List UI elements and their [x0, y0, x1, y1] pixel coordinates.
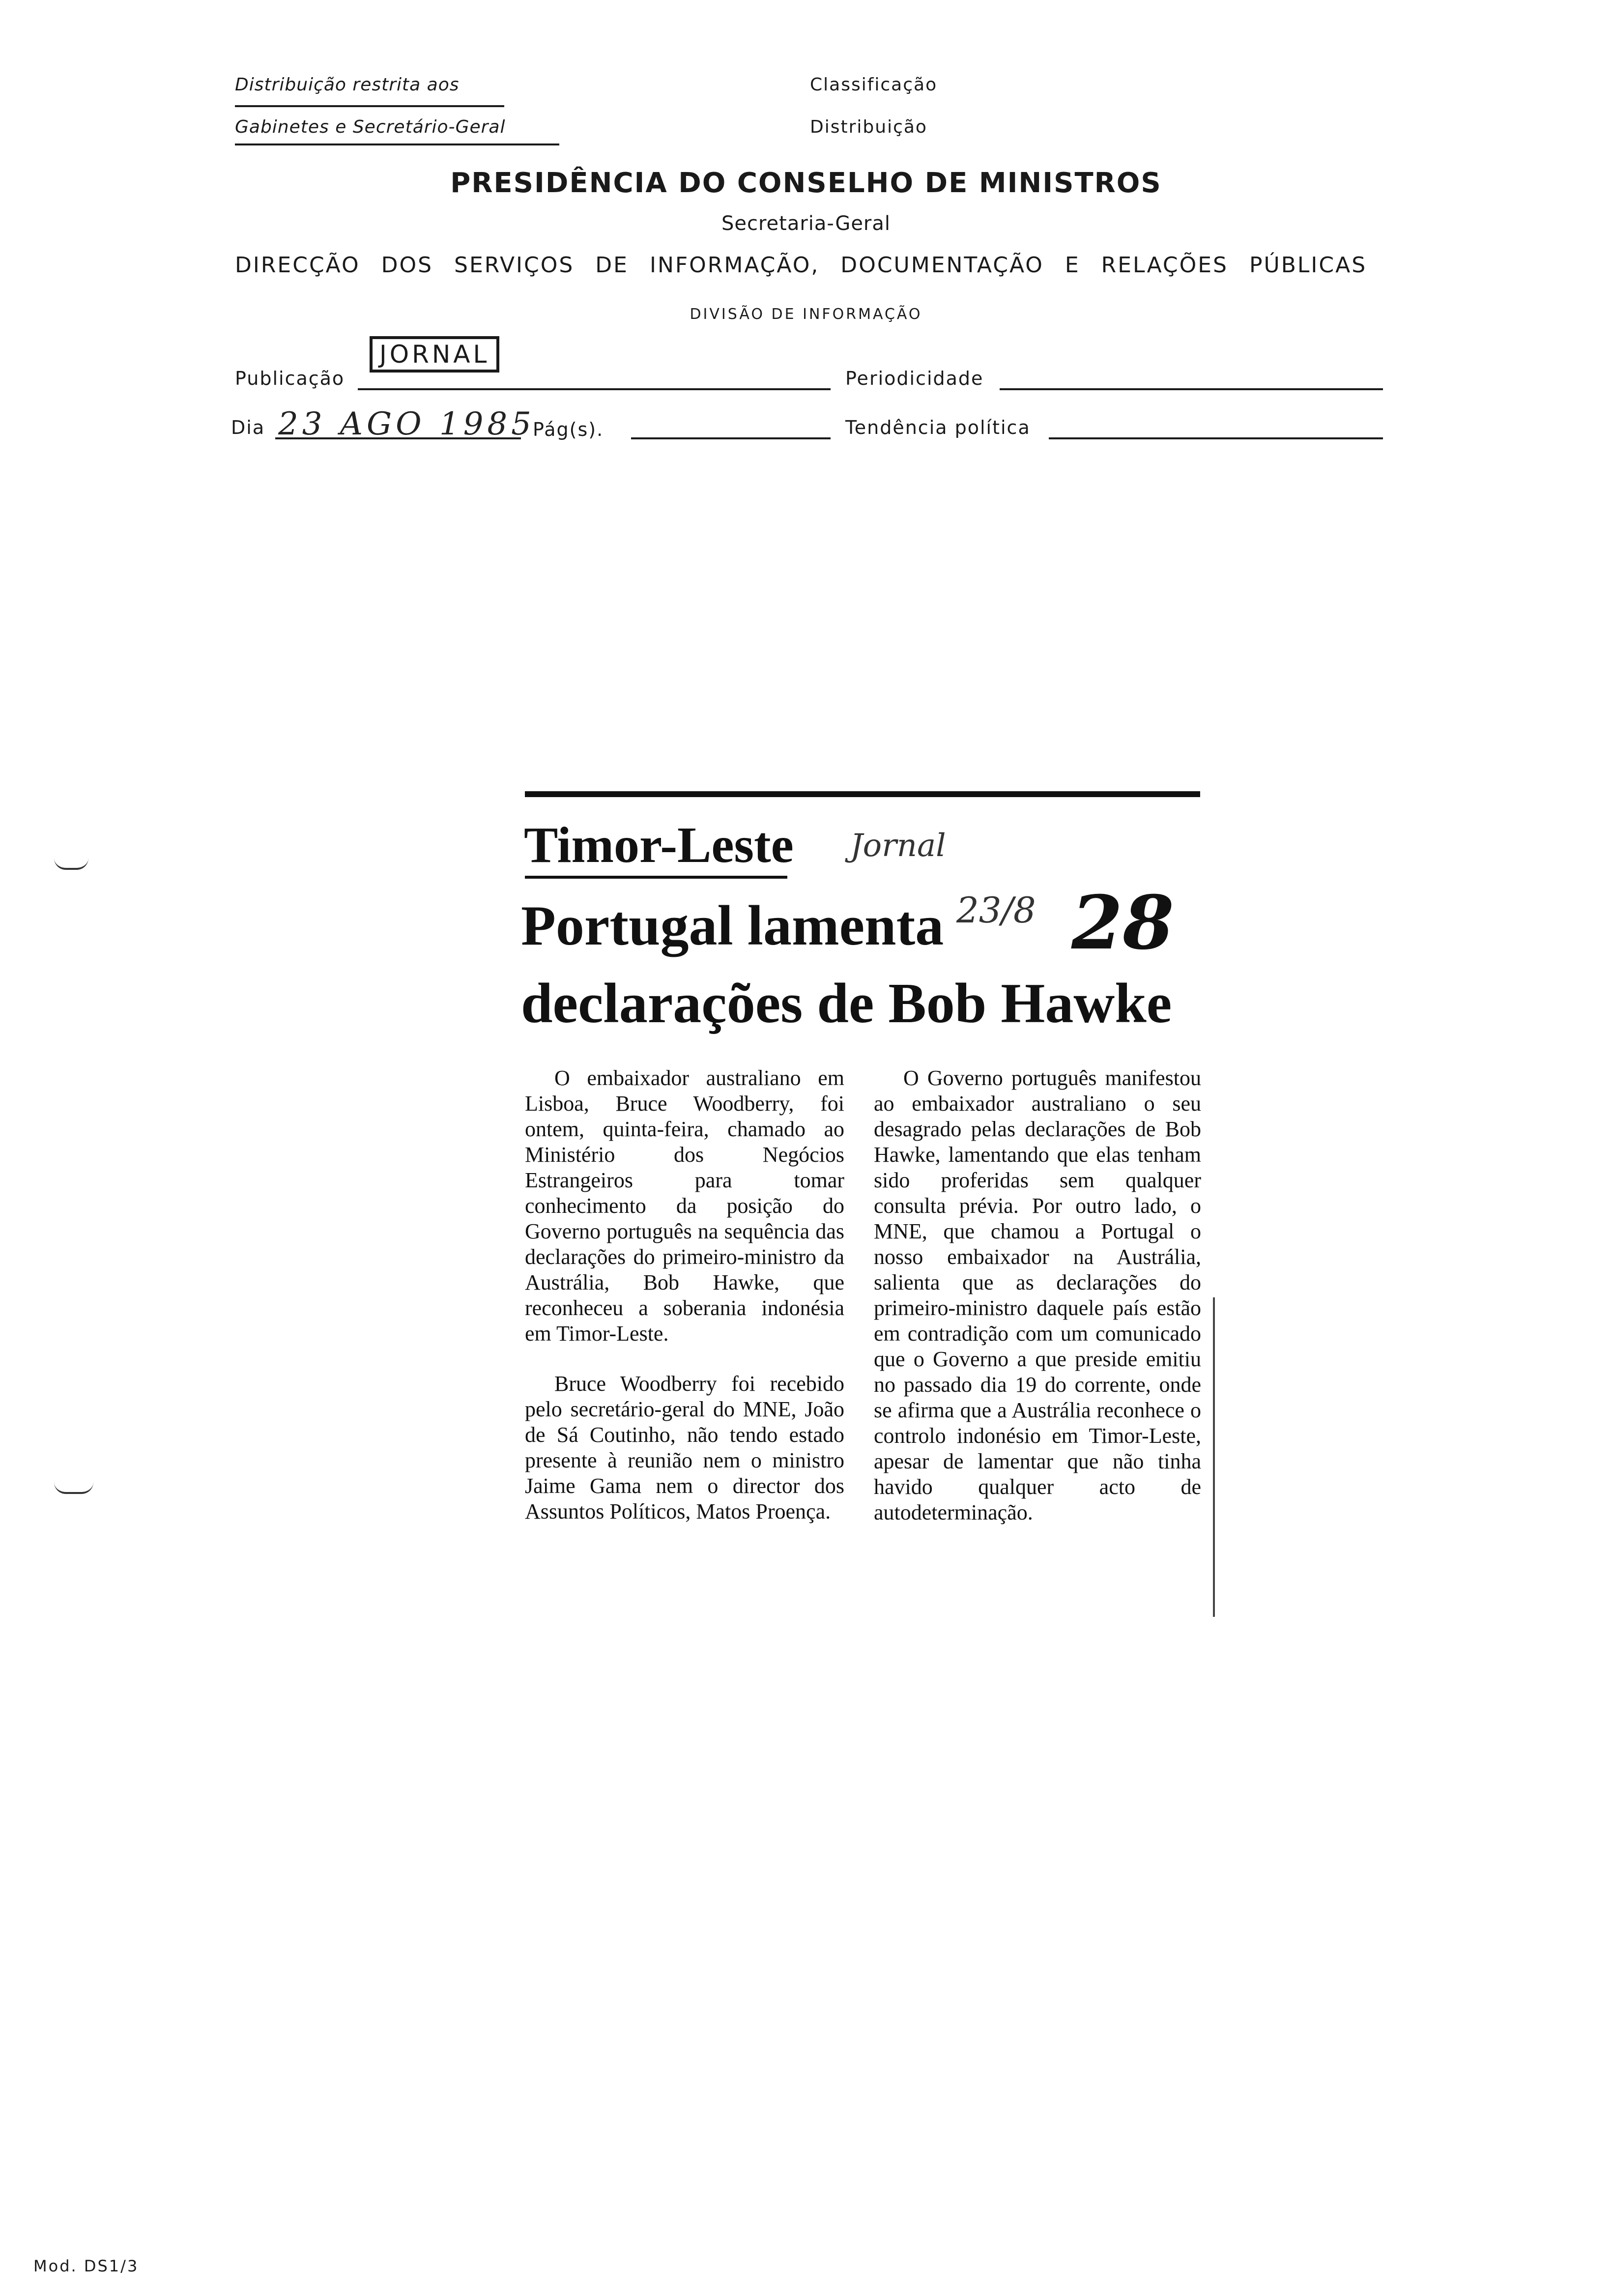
scan-edge-mark-2 [54, 1482, 93, 1494]
day-field-line [275, 437, 521, 439]
form-code: Mod. DS1/3 [33, 2257, 139, 2275]
organization-title: PRESIDÊNCIA DO CONSELHO DE MINISTROS [450, 167, 1162, 199]
directorate-title: DIRECÇÃO DOS SERVIÇOS DE INFORMAÇÃO, DOCUMENTAÇÃO E RELAÇÕES PÚBLICAS [235, 253, 1367, 278]
division-title: DIVISÃO DE INFORMAÇÃO [690, 306, 922, 323]
tendency-field-line [1049, 437, 1383, 439]
article-column-2 [874, 1065, 1201, 1550]
column-1-paragraph-2: Bruce Woodberry foi recebido pelo secretário-geral do MNE, João de Sá Coutinho, não tendo estado presente à reunião nem o ministro Jaime Gama nem o director dos Assuntos Políticos, Matos Proença. [525, 1372, 844, 1523]
column-1-paragraph-1: O embaixador australiano em Lisboa, Bruce Woodberry, foi ontem, quinta-feira, chamado ao Ministério dos Negócios Estrangeiros para tomar conhecimento da posição do Governo português na sequência das declarações do primeiro-ministro da Austrália, Bob Hawke, que reconheceu a soberania indonésia em Timor-Leste. [525, 1066, 844, 1346]
periodicity-field-line [1000, 388, 1383, 390]
day-stamp: 23 AGO 1985 [278, 406, 535, 442]
handwritten-page-number: 28 [1071, 880, 1174, 966]
classification-label: Classificação [810, 75, 938, 95]
publication-field-line [358, 388, 831, 390]
article-column-1 [525, 1065, 844, 1549]
pages-field-line [631, 437, 831, 439]
article-headline-line2: declarações de Bob Hawke [521, 972, 1172, 1035]
secretariat-title: Secretaria-Geral [721, 212, 891, 235]
article-kicker: Timor-Leste [524, 817, 794, 873]
day-label: Dia [231, 417, 265, 438]
article-top-rule [525, 791, 1200, 797]
pages-label: Pág(s). [533, 419, 604, 440]
column-2-paragraph-1: O Governo português manifestou ao embaixador australiano o seu desagrado pelas declarações de Bob Hawke, lamentando que elas tenham sido proferidas sem qualquer consulta prévia. Por outro lado, o MNE, que chamou a Portugal o nosso embaixador na Austrália, salienta que as declarações do primeiro-ministro daquele país estão em contradição com um comunicado que o Governo a que preside emitiu no passado dia 19 do corrente, onde se afirma que a Austrália reconhece o controlo indonésio em Timor-Leste, apesar de lamentar que não tinha havido qualquer acto de autodeterminação. [874, 1066, 1201, 1524]
restricted-distribution-line1: Distribuição restrita aos [235, 75, 460, 95]
handwritten-note-1: Jornal [850, 828, 946, 864]
tendency-label: Tendência política [845, 417, 1031, 438]
scan-edge-mark-1 [54, 858, 88, 870]
underline-restricted-2 [235, 144, 559, 145]
margin-bracket-mark [1213, 1297, 1215, 1617]
publication-stamp: JORNAL [370, 336, 499, 373]
distribution-label: Distribuição [810, 117, 927, 137]
kicker-underline [525, 876, 787, 879]
handwritten-note-2: 23/8 [956, 890, 1036, 931]
restricted-distribution-line2: Gabinetes e Secretário-Geral [235, 117, 506, 137]
periodicity-label: Periodicidade [845, 368, 984, 389]
publication-label: Publicação [235, 368, 345, 389]
underline-restricted-1 [235, 105, 504, 107]
article-headline-line1: Portugal lamenta [521, 894, 944, 957]
